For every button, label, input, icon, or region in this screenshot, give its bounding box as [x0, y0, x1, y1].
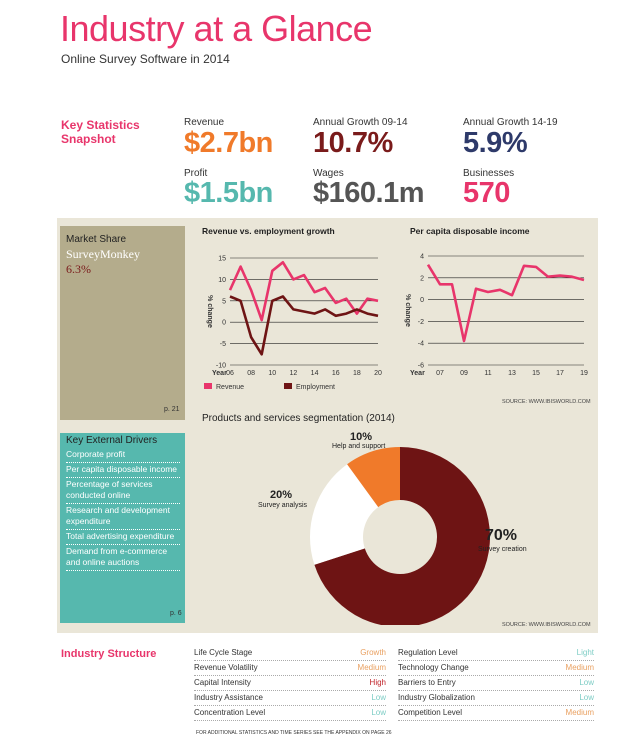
structure-row: [398, 646, 594, 661]
wages-label: Wages: [313, 168, 344, 179]
structure-table-right: [398, 646, 594, 726]
legend-swatch: [204, 383, 212, 389]
structure-name: Capital Intensity: [194, 678, 251, 687]
structure-name: Competition Level: [398, 708, 463, 717]
series-line-0: [428, 265, 584, 341]
structure-name: Industry Assistance: [194, 693, 263, 702]
y-tick-label: -10: [215, 362, 226, 370]
driver-item: Research and development expenditure: [66, 504, 180, 530]
y-tick-label: 0: [420, 297, 424, 305]
x-tick-label: 14: [310, 370, 319, 377]
legend-swatch: [284, 383, 292, 389]
structure-row: [194, 676, 386, 691]
wages-value: $160.1m: [313, 177, 424, 209]
x-tick-label: 17: [556, 370, 564, 377]
x-tick-label: 15: [532, 370, 540, 377]
structure-name: Technology Change: [398, 663, 469, 672]
x-tick-label: 16: [331, 370, 340, 377]
x-tick-label: 11: [484, 370, 492, 377]
chart2-source: SOURCE: WWW.IBISWORLD.COM: [502, 399, 591, 405]
driver-item: Corporate profit: [66, 448, 180, 463]
legend-label: Employment: [296, 384, 335, 391]
survey-creation-label: Survey creation: [478, 546, 527, 553]
driver-item: Demand from e-commerce and online auctions: [66, 545, 180, 571]
y-tick-label: 2: [420, 275, 424, 283]
driver-item: Total advertising expenditure: [66, 530, 180, 545]
y-tick-label: -5: [219, 341, 226, 349]
market-share-title: Market Share: [66, 234, 127, 245]
key-drivers-list: [66, 448, 180, 571]
x-axis-label: Year: [410, 370, 425, 377]
y-axis-label: % change: [206, 295, 213, 328]
growth-1419-value: 5.9%: [463, 127, 528, 159]
structure-value: High: [369, 678, 386, 687]
structure-row: [194, 691, 386, 706]
structure-row: [194, 661, 386, 676]
x-axis-label: Year: [212, 370, 227, 377]
structure-name: Revenue Volatility: [194, 663, 258, 672]
profit-value: $1.5bn: [184, 177, 273, 209]
structure-value: Medium: [565, 708, 594, 717]
help-support-label: Help and support: [332, 443, 386, 450]
x-tick-label: 07: [436, 370, 444, 377]
market-share-company: SurveyMonkey: [66, 247, 140, 261]
y-tick-label: 5: [222, 298, 226, 306]
structure-name: Industry Globalization: [398, 693, 475, 702]
structure-value: Low: [371, 693, 386, 702]
structure-value: Medium: [357, 663, 386, 672]
y-tick-label: -6: [417, 362, 424, 370]
key-drivers-title: Key External Drivers: [66, 435, 158, 446]
y-tick-label: 0: [222, 319, 226, 327]
x-tick-label: 18: [352, 370, 361, 377]
x-tick-label: 08: [247, 370, 256, 377]
structure-row: [194, 646, 386, 661]
x-tick-label: 06: [226, 370, 234, 377]
x-tick-label: 12: [289, 370, 298, 377]
page-subtitle: Online Survey Software in 2014: [61, 52, 230, 66]
y-tick-label: 4: [420, 253, 424, 261]
structure-name: Barriers to Entry: [398, 678, 456, 687]
structure-value: Light: [576, 648, 594, 657]
y-tick-label: 15: [218, 255, 226, 263]
help-support-pct: 10%: [350, 431, 373, 443]
businesses-label: Businesses: [463, 168, 515, 179]
x-tick-label: 09: [460, 370, 468, 377]
profit-label: Profit: [184, 168, 208, 179]
growth-0914-label: Annual Growth 09-14: [313, 117, 408, 128]
y-tick-label: -4: [417, 340, 424, 348]
market-share-percent: 6.3%: [66, 262, 91, 276]
key-stats-label: Key Statistics Snapshot: [61, 118, 140, 146]
key-drivers-page-ref: p. 6: [170, 610, 182, 617]
survey-analysis-label: Survey analysis: [258, 502, 308, 509]
market-share-page-ref: p. 21: [164, 406, 180, 413]
legend-label: Revenue: [216, 384, 245, 391]
chart2-title: Per capita disposable income: [410, 226, 530, 236]
structure-row: [398, 661, 594, 676]
revenue-value: $2.7bn: [184, 127, 273, 159]
structure-row: [398, 706, 594, 721]
y-axis-label: % change: [404, 294, 411, 327]
footnote: FOR ADDITIONAL STATISTICS AND TIME SERIES SEE THE APPENDIX ON PAGE 26: [196, 730, 392, 736]
page-title: Industry at a Glance: [60, 8, 373, 49]
structure-table-left: [194, 646, 386, 726]
structure-row: [398, 691, 594, 706]
structure-value: Medium: [565, 663, 594, 672]
structure-name: Regulation Level: [398, 648, 458, 657]
structure-value: Low: [371, 708, 386, 717]
driver-item: Percentage of services conducted online: [66, 478, 180, 504]
segmentation-title: Products and services segmentation (2014): [202, 413, 395, 424]
x-tick-label: 13: [508, 370, 516, 377]
structure-name: Life Cycle Stage: [194, 648, 253, 657]
driver-item: Per capita disposable income: [66, 463, 180, 478]
survey-creation-pct: 70%: [485, 527, 518, 544]
revenue-label: Revenue: [184, 117, 225, 128]
series-line-1: [230, 297, 378, 355]
growth-1419-label: Annual Growth 14-19: [463, 117, 558, 128]
structure-name: Concentration Level: [194, 708, 266, 717]
disposable-income-chart: [392, 238, 592, 388]
y-tick-label: -2: [417, 318, 424, 326]
segmentation-donut-chart: [300, 445, 490, 625]
structure-row: [398, 676, 594, 691]
growth-0914-value: 10.7%: [313, 127, 393, 159]
structure-value: Low: [579, 678, 594, 687]
segmentation-source: SOURCE: WWW.IBISWORLD.COM: [502, 622, 591, 628]
structure-row: [194, 706, 386, 721]
structure-value: Low: [579, 693, 594, 702]
structure-value: Growth: [360, 648, 386, 657]
revenue-employment-chart: [188, 238, 388, 400]
x-tick-label: 20: [374, 370, 382, 377]
x-tick-label: 19: [580, 370, 588, 377]
industry-structure-label: Industry Structure: [61, 648, 157, 660]
businesses-value: 570: [463, 177, 510, 209]
chart1-title: Revenue vs. employment growth: [202, 226, 335, 236]
x-tick-label: 10: [268, 370, 277, 377]
survey-analysis-pct: 20%: [270, 489, 293, 501]
y-tick-label: 10: [218, 276, 226, 284]
